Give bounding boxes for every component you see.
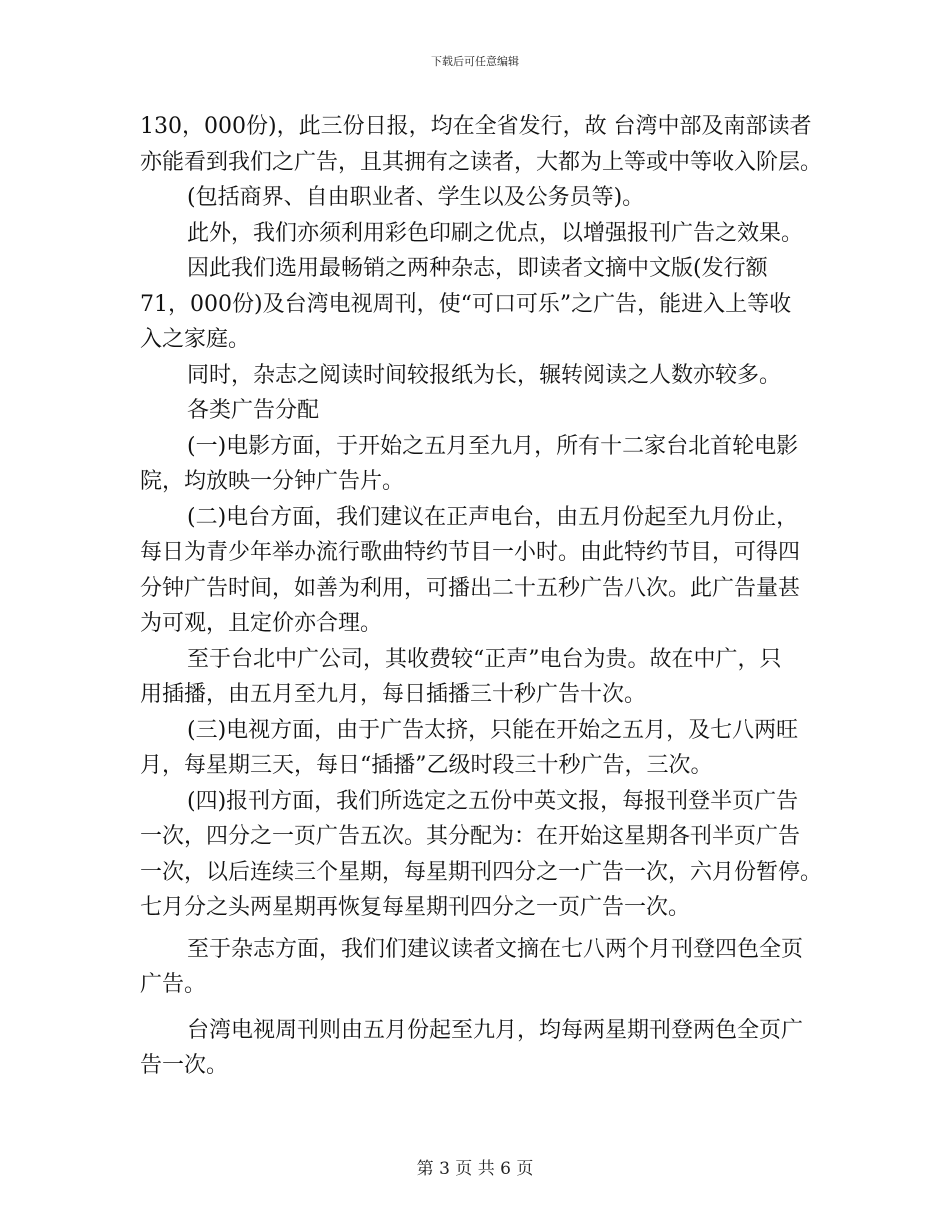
paragraph [140, 216, 820, 252]
text-line: 130，000份)，此三份日报，均在全省发行，故 台湾中部及南部读者 [140, 114, 812, 139]
text-line: 同时，杂志之阅读时间较报纸为长，辗转阅读之人数亦较多。 [187, 362, 782, 388]
text-line: (三)电视方面，由于广告太挤，只能在开始之五月，及七八两旺 [187, 717, 799, 743]
text-line: 用插播，由五月至九月，每日插播三十秒广告十次。 [140, 682, 647, 707]
text-line: 广告。 [140, 972, 207, 997]
text-line: 一次，四分之一页广告五次。其分配为：在开始这星期各刊半页广告 [140, 824, 801, 849]
text-line: 台湾电视周刊则由五月份起至九月，均每两星期刊登两色全页广 [187, 1017, 804, 1043]
paragraph [140, 393, 820, 429]
text-line: (四)报刊方面，我们所选定之五份中英文报，每报刊登半页广告 [187, 788, 799, 814]
text-line: 入之家庭。 [140, 327, 251, 352]
text-line: 院，均放映一分钟广告片。 [140, 469, 405, 494]
text-line: (包括商界、自由职业者、学生以及公务员等)。 [187, 185, 645, 210]
text-line: 至于杂志方面，我们们建议读者文摘在七八两个月刊登四色全页 [187, 936, 804, 962]
paragraph [140, 358, 820, 394]
text-line: 亦能看到我们之广告，且其拥有之读者，大都为上等或中等收入阶层。 [140, 149, 823, 175]
text-line: (一)电影方面，于开始之五月至九月，所有十二家台北首轮电影 [187, 433, 799, 459]
paragraph [140, 109, 823, 180]
paragraph [140, 713, 820, 784]
paragraph [140, 784, 823, 926]
text-line: 告一次。 [140, 1053, 229, 1078]
text-line: 至于台北中广公司，其收费较“正声”电台为贵。故在中广，只 [187, 646, 782, 672]
document-body [140, 109, 823, 1084]
paragraph [140, 500, 820, 642]
text-line: 各类广告分配 [187, 398, 320, 423]
paragraph [140, 429, 820, 500]
text-line: 为可观，且定价亦合理。 [140, 611, 383, 636]
text-line: 因此我们选用最畅销之两种杂志，即读者文摘中文版(发行额 [187, 256, 768, 281]
text-line: 每日为青少年举办流行歌曲特约节目一小时。由此特约节目，可得四 [140, 540, 801, 565]
text-line: 一次，以后连续三个星期，每星期刊四分之一广告一次，六月份暂停。 [140, 859, 823, 885]
paragraph [140, 932, 820, 1003]
text-line: 七月分之头两星期再恢复每星期刊四分之一页广告一次。 [140, 895, 691, 920]
text-line: (二)电台方面，我们建议在正声电台，由五月份起至九月份止， [187, 504, 799, 530]
text-line: 分钟广告时间，如善为利用，可播出二十五秒广告八次。此广告量甚 [140, 575, 801, 601]
paragraph [140, 1013, 820, 1084]
paragraph [140, 642, 820, 713]
text-line: 月，每星期三天，每日“插播”乙级时段三十秒广告，三次。 [140, 753, 713, 778]
text-line: 71，000份)及台湾电视周刊，使“可口可乐”之广告，能进入上等收 [140, 291, 792, 317]
page-footer: 第 3 页 共 6 页 [416, 1159, 534, 1179]
paragraph [140, 180, 820, 216]
text-line: 此外，我们亦须利用彩色印刷之优点，以增强报刊广告之效果。 [187, 220, 804, 246]
page-header: 下载后可任意编辑 [431, 55, 519, 68]
paragraph [140, 251, 820, 358]
